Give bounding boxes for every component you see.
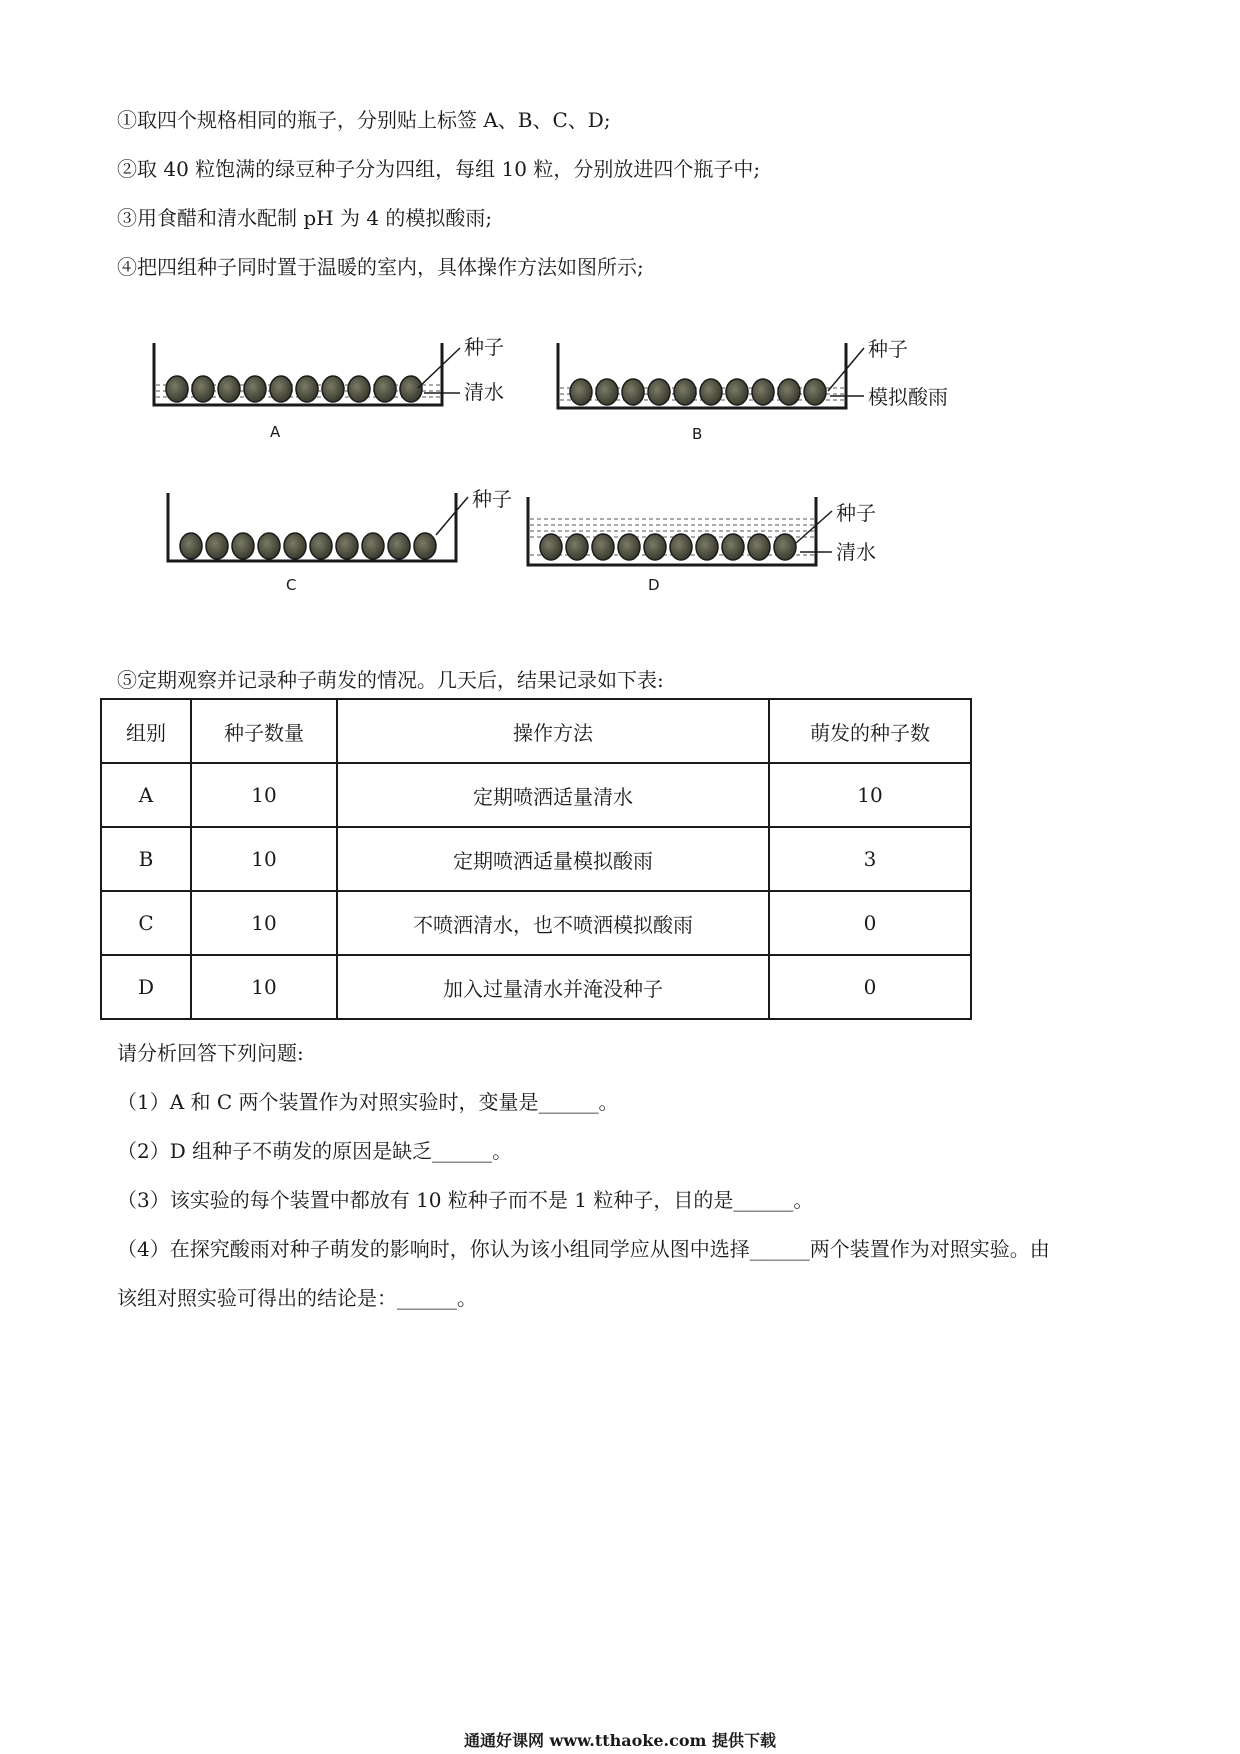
cell-germinated: 0 <box>769 891 971 955</box>
seed <box>774 534 796 560</box>
seed <box>192 376 214 402</box>
container-c <box>168 487 512 594</box>
footer: 通通好课网 www.tthaoke.com 提供下载 <box>463 1731 777 1750</box>
label-c-seed: 种子 <box>472 487 512 511</box>
seed <box>752 379 774 405</box>
seed <box>566 534 588 560</box>
seed <box>722 534 744 560</box>
cell-germinated: 3 <box>769 827 971 891</box>
question-prompt: 请分析回答下列问题: <box>117 1041 304 1065</box>
cell-group: C <box>101 891 191 955</box>
seed <box>596 379 618 405</box>
header-group: 组别 <box>101 699 191 763</box>
step-4: ④把四组种子同时置于温暖的室内，具体操作方法如图所示; <box>117 255 644 279</box>
step-3: ③用食醋和清水配制 pH 为 4 的模拟酸雨; <box>117 206 493 230</box>
seed <box>388 533 410 559</box>
seed <box>618 534 640 560</box>
question-4-cont: 该组对照实验可得出的结论是：______。 <box>117 1286 477 1310</box>
seed <box>674 379 696 405</box>
cell-group: D <box>101 955 191 1019</box>
experiment-diagram <box>140 325 960 595</box>
seed <box>414 533 436 559</box>
cell-seed-count: 10 <box>191 827 337 891</box>
cell-method: 不喷洒清水，也不喷洒模拟酸雨 <box>337 891 769 955</box>
step-1: ①取四个规格相同的瓶子，分别贴上标签 A、B、C、D; <box>117 108 611 132</box>
label-d-seed: 种子 <box>836 501 876 525</box>
seed <box>270 376 292 402</box>
seed <box>206 533 228 559</box>
seed <box>700 379 722 405</box>
seed <box>748 534 770 560</box>
table-row <box>101 891 971 955</box>
cell-method: 加入过量清水并淹没种子 <box>337 955 769 1019</box>
seed <box>166 376 188 402</box>
label-a-liquid: 清水 <box>464 380 504 404</box>
label-b-seed: 种子 <box>868 337 908 361</box>
caption-a: A <box>270 423 281 441</box>
cell-germinated: 10 <box>769 763 971 827</box>
seed <box>726 379 748 405</box>
seed <box>362 533 384 559</box>
caption-c: C <box>286 576 297 594</box>
seed <box>322 376 344 402</box>
container-a <box>154 335 504 441</box>
seed <box>374 376 396 402</box>
seed <box>648 379 670 405</box>
seed <box>348 376 370 402</box>
caption-b: B <box>692 425 703 443</box>
seed <box>180 533 202 559</box>
label-a-seed: 种子 <box>464 335 504 359</box>
table-row <box>101 955 971 1019</box>
seed <box>804 379 826 405</box>
seed <box>644 534 666 560</box>
seed <box>258 533 280 559</box>
header-germinated: 萌发的种子数 <box>769 699 971 763</box>
step-2: ②取 40 粒饱满的绿豆种子分为四组，每组 10 粒，分别放进四个瓶子中; <box>117 157 761 181</box>
question-1: （1）A 和 C 两个装置作为对照实验时，变量是______。 <box>117 1090 619 1114</box>
seed <box>592 534 614 560</box>
seed <box>244 376 266 402</box>
cell-method: 定期喷洒适量模拟酸雨 <box>337 827 769 891</box>
seed <box>310 533 332 559</box>
seed <box>778 379 800 405</box>
step-5: ⑤定期观察并记录种子萌发的情况。几天后，结果记录如下表: <box>117 668 664 692</box>
cell-group: A <box>101 763 191 827</box>
header-seed-count: 种子数量 <box>191 699 337 763</box>
seed <box>284 533 306 559</box>
seed <box>670 534 692 560</box>
header-method: 操作方法 <box>337 699 769 763</box>
seed <box>218 376 240 402</box>
table-header-row <box>101 699 971 763</box>
seed <box>696 534 718 560</box>
question-3: （3）该实验的每个装置中都放有 10 粒种子而不是 1 粒种子，目的是______。 <box>117 1188 814 1212</box>
container-d <box>528 497 876 594</box>
label-d-liquid: 清水 <box>836 540 876 564</box>
question-2: （2）D 组种子不萌发的原因是缺乏______。 <box>117 1139 513 1163</box>
cell-group: B <box>101 827 191 891</box>
seed <box>400 376 422 402</box>
cell-seed-count: 10 <box>191 891 337 955</box>
cell-seed-count: 10 <box>191 763 337 827</box>
seed <box>296 376 318 402</box>
question-4: （4）在探究酸雨对种子萌发的影响时，你认为该小组同学应从图中选择______两个装置作为对照实验。由 <box>117 1237 1050 1261</box>
seed <box>540 534 562 560</box>
table-row <box>101 763 971 827</box>
table-row <box>101 827 971 891</box>
seed <box>570 379 592 405</box>
seed <box>232 533 254 559</box>
label-b-liquid: 模拟酸雨 <box>868 385 948 409</box>
cell-germinated: 0 <box>769 955 971 1019</box>
container-b <box>558 337 948 443</box>
results-table <box>100 698 972 1020</box>
cell-method: 定期喷洒适量清水 <box>337 763 769 827</box>
seed <box>336 533 358 559</box>
caption-d: D <box>648 576 660 594</box>
seed <box>622 379 644 405</box>
cell-seed-count: 10 <box>191 955 337 1019</box>
